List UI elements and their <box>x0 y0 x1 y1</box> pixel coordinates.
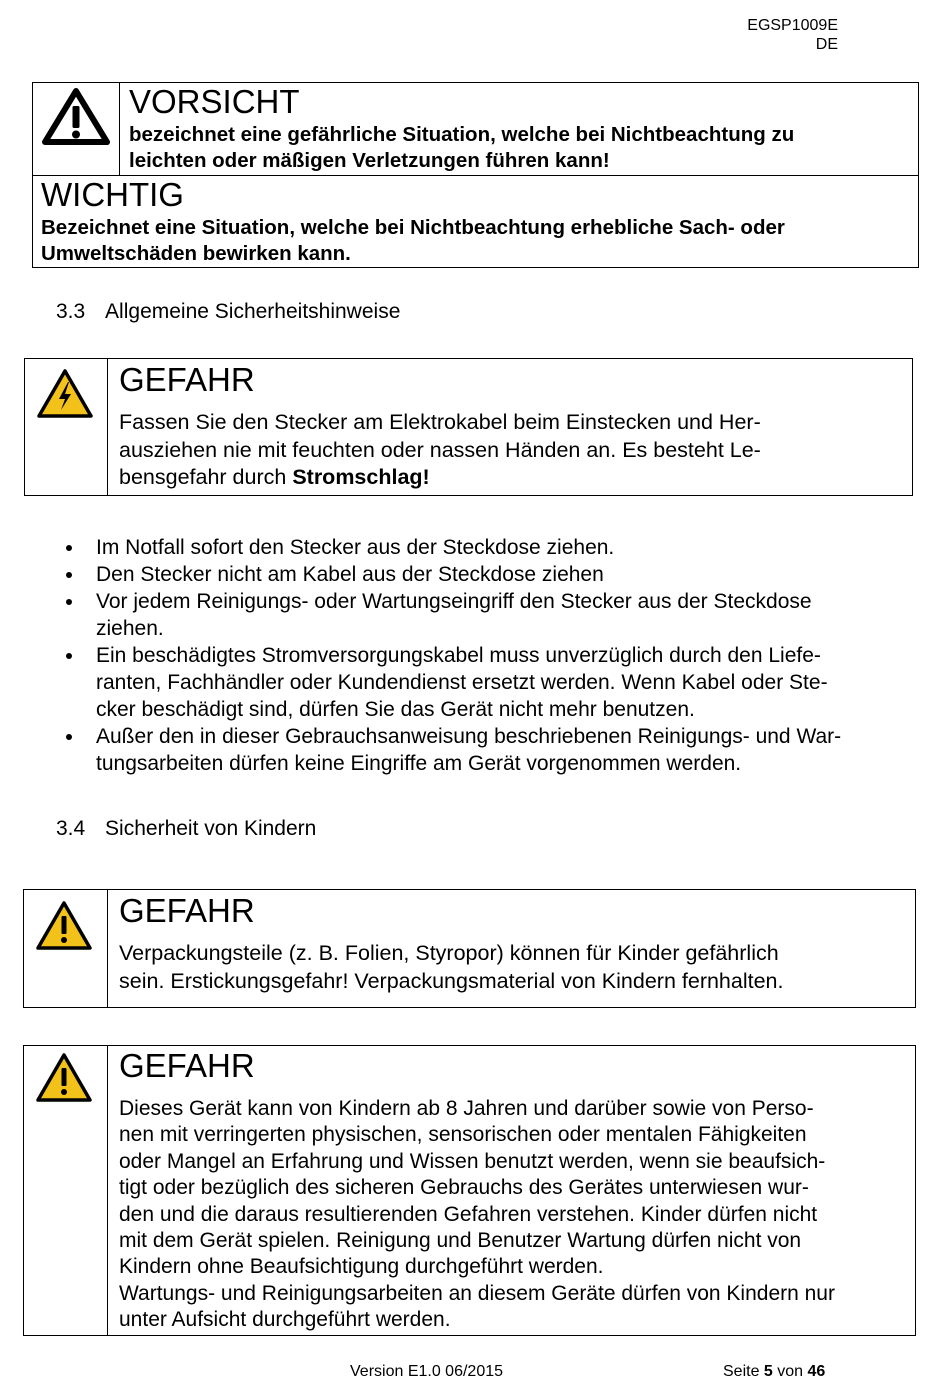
important-text <box>41 215 785 267</box>
warning-triangle-icon <box>34 899 94 958</box>
list-item <box>96 642 906 723</box>
danger-text-line: Kindern ohne Beaufsichtigung durchgeführt werden. <box>119 1255 604 1279</box>
bullet-icon <box>66 572 72 578</box>
list-item-line: ziehen. <box>96 617 164 640</box>
list-item-line: tungsarbeiten dürfen keine Eingriffe am Gerät vorgenommen werden. <box>96 752 742 775</box>
caution-text-line: bezeichnet eine gefährliche Situation, welche bei Nichtbeachtung zu <box>129 123 795 146</box>
section-number: 3.3 <box>56 300 86 323</box>
danger-icon-divider <box>107 1046 108 1335</box>
bullet-icon <box>66 599 72 605</box>
bullet-icon <box>66 545 72 551</box>
danger-text-line: den und die daraus resultierenden Gefahren verstehen. Kinder dürfen nicht <box>119 1202 818 1226</box>
danger-electric-box <box>24 358 913 496</box>
danger-title: GEFAHR <box>119 361 255 398</box>
important-text-line: Bezeichnet eine Situation, welche bei Nichtbeachtung erhebliche Sach- oder <box>41 216 785 239</box>
section-title: Allgemeine Sicherheitshinweise <box>105 300 401 323</box>
caution-icon-divider <box>119 83 120 175</box>
danger-icon-divider <box>107 890 108 1007</box>
danger-text-line: Dieses Gerät kann von Kindern ab 8 Jahren und darüber sowie von Perso- <box>119 1097 814 1120</box>
electric-shock-emphasis: Stromschlag! <box>292 465 430 489</box>
list-item-line: Außer den in dieser Gebrauchsanweisung beschriebenen Reinigungs- und War- <box>96 725 842 748</box>
danger-text <box>119 1096 835 1334</box>
list-item-line: Den Stecker nicht am Kabel aus der Steckdose ziehen <box>96 563 604 586</box>
danger-text-line: mit dem Gerät spielen. Reinigung und Benutzer Wartung dürfen nicht von <box>119 1229 802 1253</box>
bullet-icon <box>66 734 72 740</box>
bullet-icon <box>66 653 72 659</box>
danger-text <box>119 940 783 995</box>
list-item-line: Im Notfall sofort den Stecker aus der Steckdose ziehen. <box>96 536 615 559</box>
warning-triangle-icon <box>34 1051 94 1110</box>
danger-text-line: oder Mangel an Erfahrung und Wissen benutzt werden, wenn sie beaufsich- <box>119 1149 826 1173</box>
danger-text-line: sein. Erstickungsgefahr! Verpackungsmaterial von Kindern fernhalten. <box>119 968 784 993</box>
page-of-label: von <box>772 1363 808 1380</box>
danger-text-line: Verpackungsteile (z. B. Folien, Styropor) können für Kinder gefährlich <box>119 941 779 965</box>
section-heading-3-4 <box>56 817 316 841</box>
danger-text-line: Wartungs- und Reinigungsarbeiten an diesem Geräte dürfen von Kindern nur <box>119 1281 835 1305</box>
list-item-line: Ein beschädigtes Stromversorgungskabel muss unverzüglich durch den Liefe- <box>96 644 821 667</box>
list-item <box>96 534 906 561</box>
section-heading-3-3 <box>56 300 400 324</box>
list-item <box>96 723 906 777</box>
caution-title: VORSICHT <box>129 83 300 120</box>
important-text-line: Umweltschäden bewirken kann. <box>41 242 351 265</box>
section-title: Sicherheit von Kindern <box>105 817 317 840</box>
danger-text-line: Fassen Sie den Stecker am Elektrokabel beim Einstecken und Her- <box>119 410 761 434</box>
page-header <box>747 16 838 54</box>
danger-text-line: tigt oder bezüglich des sicheren Gebrauchs des Gerätes unterwiesen wur- <box>119 1176 809 1200</box>
danger-text-line: nen mit verringerten physischen, sensorischen oder mentalen Fähigkeiten <box>119 1123 807 1147</box>
danger-icon-divider <box>107 359 108 495</box>
electric-hazard-icon <box>35 367 95 426</box>
danger-text <box>119 409 761 492</box>
danger-packaging-box <box>23 889 916 1008</box>
caution-important-box <box>32 82 919 268</box>
list-item-line: ranten, Fachhändler oder Kundendienst ersetzt werden. Wenn Kabel oder Ste- <box>96 671 828 694</box>
warning-triangle-icon <box>41 86 111 151</box>
doc-language: DE <box>815 36 838 53</box>
important-title: WICHTIG <box>41 176 184 213</box>
safety-bullet-list <box>96 534 906 777</box>
danger-children-box <box>23 1045 916 1336</box>
danger-text-line: ausziehen nie mit feuchten oder nassen Händen an. Es besteht Le- <box>119 437 761 462</box>
list-item <box>96 588 906 642</box>
list-item-line: cker beschädigt sind, dürfen Sie das Gerät nicht mehr benutzen. <box>96 698 695 721</box>
footer-page-number <box>723 1362 825 1381</box>
danger-title: GEFAHR <box>119 892 255 929</box>
caution-text-line: leichten oder mäßigen Verletzungen führen kann! <box>129 149 610 172</box>
section-number: 3.4 <box>56 817 86 840</box>
caution-text <box>129 122 794 174</box>
danger-text-line: unter Aufsicht durchgeführt werden. <box>119 1308 451 1332</box>
danger-text-line <box>119 464 761 492</box>
doc-id: EGSP1009E <box>747 17 838 34</box>
page-current: 5 <box>763 1363 773 1380</box>
footer-version: Version E1.0 06/2015 <box>350 1363 504 1380</box>
danger-title: GEFAHR <box>119 1047 255 1084</box>
page-total: 46 <box>807 1363 826 1380</box>
list-item <box>96 561 906 588</box>
list-item-line: Vor jedem Reinigungs- oder Wartungseingriff den Stecker aus der Steckdose <box>96 590 812 613</box>
page-label: Seite <box>723 1363 764 1380</box>
danger-text-prefix: bensgefahr durch <box>119 465 293 489</box>
